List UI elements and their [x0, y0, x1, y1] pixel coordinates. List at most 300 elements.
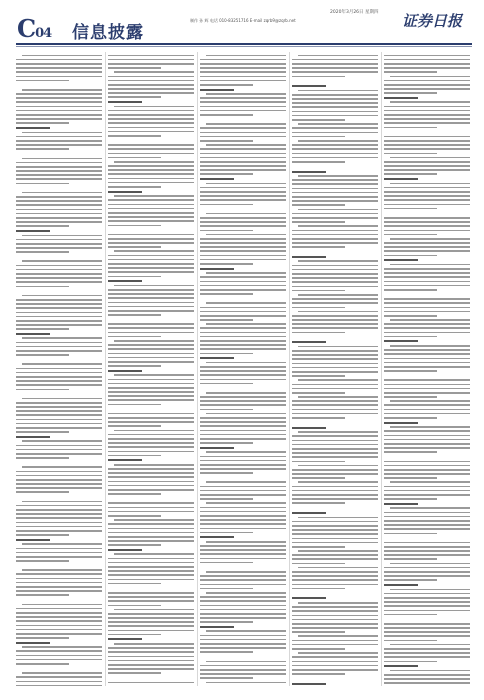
text-line: [384, 246, 470, 248]
text-line: [108, 579, 194, 581]
text-line: [108, 660, 194, 662]
text-line: [200, 127, 286, 129]
text-line: [16, 63, 102, 65]
text-line: [384, 136, 470, 138]
text-line: [16, 225, 69, 227]
text-line: [16, 106, 102, 108]
text-line: [200, 486, 286, 488]
text-line: [200, 370, 286, 372]
text-line: [16, 144, 102, 146]
text-line: [200, 327, 286, 329]
text-line: [22, 132, 102, 134]
text-line: [108, 173, 194, 175]
text-line: [200, 404, 286, 406]
text-line: [200, 553, 286, 555]
text-line: [108, 468, 194, 470]
text-line: [206, 592, 286, 594]
text-line: [292, 98, 378, 100]
text-line: [384, 225, 470, 227]
subsection-heading: [292, 171, 326, 173]
subsection-heading: [200, 268, 234, 270]
text-line: [22, 646, 102, 648]
text-line: [292, 298, 378, 300]
text-line: [108, 625, 194, 627]
text-line: [108, 379, 194, 381]
text-line: [108, 55, 194, 57]
text-line: [16, 67, 102, 69]
text-line: [298, 140, 378, 142]
text-line: [108, 651, 194, 653]
text-line: [292, 196, 378, 198]
text-line: [16, 475, 102, 477]
text-line: [292, 354, 378, 356]
text-line: [292, 111, 378, 113]
text-line: [384, 161, 470, 163]
paragraph-gap: [16, 665, 102, 670]
subsection-heading: [16, 436, 50, 438]
text-line: [200, 63, 286, 65]
text-line: [390, 563, 470, 565]
text-line: [298, 90, 378, 92]
text-line: [22, 235, 102, 237]
text-line: [108, 353, 194, 355]
text-line: [384, 67, 470, 69]
subsection-heading: [384, 340, 418, 342]
text-line: [16, 71, 102, 73]
text-line: [16, 281, 102, 283]
text-line: [108, 511, 194, 513]
text-line: [298, 567, 378, 569]
text-line: [108, 118, 194, 120]
text-line: [384, 362, 470, 364]
text-line: [108, 528, 194, 530]
text-line: [200, 191, 286, 193]
text-line: [292, 579, 378, 581]
text-line: [200, 157, 286, 159]
paragraph-gap: [384, 209, 470, 214]
text-line: [200, 281, 286, 283]
text-line: [292, 473, 378, 475]
text-line: [16, 505, 102, 507]
text-line: [108, 596, 194, 598]
paragraph-gap: [108, 316, 194, 321]
text-line: [16, 633, 102, 635]
text-line: [200, 255, 286, 257]
text-line: [16, 471, 102, 473]
text-line: [390, 76, 470, 78]
text-line: [292, 448, 378, 450]
text-line: [200, 246, 286, 248]
subsection-heading: [200, 626, 234, 628]
text-line: [16, 204, 102, 206]
text-line: [384, 656, 470, 658]
subsection-heading: [384, 503, 418, 505]
text-line: [384, 571, 470, 573]
text-line: [200, 101, 286, 103]
text-line: [292, 363, 378, 365]
text-line: [298, 465, 378, 467]
text-line: [200, 187, 286, 189]
text-line: [292, 265, 378, 267]
text-line: [108, 668, 194, 670]
text-line: [390, 589, 470, 591]
text-line: [384, 461, 470, 463]
text-line: [200, 507, 286, 509]
text-line: [384, 71, 437, 73]
text-line: [16, 419, 102, 421]
text-line: [108, 76, 194, 78]
text-line: [16, 265, 102, 267]
text-line: [200, 609, 286, 611]
text-line: [108, 532, 194, 534]
text-line: [16, 384, 102, 386]
text-line: [384, 494, 470, 496]
text-line: [292, 575, 378, 577]
text-line: [384, 242, 470, 244]
subsection-heading: [200, 357, 234, 359]
text-line: [292, 606, 378, 608]
text-line: [108, 417, 194, 419]
text-line: [200, 558, 286, 560]
text-line: [200, 617, 286, 619]
text-line: [292, 665, 378, 667]
paragraph-gap: [292, 675, 378, 680]
text-line: [200, 677, 253, 679]
text-line: [200, 136, 286, 138]
text-line: [384, 558, 437, 560]
text-line: [292, 213, 378, 215]
paragraph-gap: [200, 653, 286, 658]
text-line: [108, 507, 194, 509]
paragraph-gap: [384, 291, 470, 296]
paragraph-gap: [200, 384, 286, 389]
text-line: [108, 682, 194, 684]
text-line: [108, 306, 194, 308]
text-line: [200, 165, 286, 167]
text-line: [206, 682, 286, 684]
text-line: [292, 490, 378, 492]
text-line: [384, 106, 470, 108]
text-line: [292, 477, 345, 479]
text-line: [384, 498, 437, 500]
paragraph-gap: [200, 116, 286, 121]
text-line: [108, 515, 161, 517]
text-line: [200, 161, 286, 163]
column-divider: [289, 52, 290, 686]
text-line: [384, 605, 470, 607]
text-line: [108, 271, 194, 273]
text-line: [384, 601, 470, 603]
text-line: [108, 199, 194, 201]
subsection-heading: [200, 536, 234, 538]
text-line: [292, 452, 378, 454]
text-line: [108, 446, 194, 448]
text-line: [384, 285, 470, 287]
text-line: [292, 200, 378, 202]
text-line: [16, 479, 102, 481]
text-line: [108, 157, 161, 159]
paragraph-gap: [384, 615, 470, 620]
text-line: [384, 92, 437, 94]
text-line: [108, 391, 194, 393]
text-line: [108, 80, 194, 82]
text-line: [384, 550, 470, 552]
text-line: [114, 519, 194, 521]
text-line: [390, 264, 470, 266]
text-line: [292, 59, 378, 61]
text-line: [108, 387, 194, 389]
column-divider: [105, 52, 106, 686]
text-line: [292, 384, 378, 386]
text-line: [108, 148, 194, 150]
text-line: [292, 350, 378, 352]
text-line: [384, 173, 437, 175]
text-line: [108, 476, 194, 478]
subsection-heading: [108, 280, 142, 282]
subsection-heading: [384, 259, 418, 261]
text-line: [108, 88, 194, 90]
text-line: [108, 310, 194, 312]
text-line: [108, 131, 194, 133]
text-line: [384, 413, 470, 415]
text-line: [292, 234, 378, 236]
text-line: [292, 192, 378, 194]
text-line: [298, 294, 378, 296]
text-line: [206, 123, 286, 125]
text-line: [22, 363, 102, 365]
text-line: [16, 346, 102, 348]
text-line: [114, 340, 194, 342]
text-line: [108, 656, 194, 658]
text-line: [114, 250, 194, 252]
text-line: [298, 635, 378, 637]
text-line: [16, 196, 102, 198]
text-line: [108, 263, 194, 265]
text-line: [16, 342, 102, 344]
text-line: [16, 209, 102, 211]
text-line: [384, 465, 470, 467]
text-line: [22, 192, 102, 194]
paragraph-gap: [16, 287, 102, 292]
text-line: [384, 307, 470, 309]
text-line: [200, 276, 286, 278]
text-line: [16, 269, 102, 271]
column-4: [292, 52, 378, 686]
text-line: [200, 421, 286, 423]
subsection-heading: [16, 127, 50, 129]
text-line: [384, 272, 470, 274]
text-line: [108, 348, 194, 350]
subsection-heading: [108, 370, 142, 372]
text-line: [384, 63, 470, 65]
text-line: [292, 461, 345, 463]
text-line: [200, 106, 286, 108]
text-line: [206, 302, 286, 304]
text-line: [384, 379, 470, 381]
text-line: [22, 440, 102, 442]
text-line: [200, 456, 286, 458]
text-line: [108, 332, 194, 334]
text-line: [384, 315, 437, 317]
text-line: [292, 115, 378, 117]
text-line: [298, 431, 378, 433]
paragraph-gap: [108, 405, 194, 410]
text-line: [200, 575, 286, 577]
text-line: [384, 302, 470, 304]
text-line: [200, 374, 286, 376]
text-line: [16, 170, 102, 172]
text-line: [298, 481, 378, 483]
text-line: [200, 639, 286, 641]
text-line: [200, 67, 286, 69]
text-line: [200, 647, 286, 649]
text-line: [292, 584, 378, 586]
subsection-heading: [200, 447, 234, 449]
text-line: [200, 579, 286, 581]
text-line: [108, 327, 194, 329]
subsection-heading: [384, 97, 418, 99]
text-line: [200, 348, 286, 350]
text-line: [16, 590, 102, 592]
text-line: [200, 319, 253, 321]
text-line: [200, 464, 286, 466]
text-line: [108, 634, 161, 636]
text-line: [390, 507, 470, 509]
paragraph-gap: [16, 596, 102, 601]
text-line: [108, 399, 194, 401]
text-line: [384, 281, 470, 283]
text-line: [108, 63, 194, 65]
text-line: [384, 417, 437, 419]
text-line: [108, 234, 194, 236]
text-line: [292, 367, 378, 369]
text-line: [384, 486, 470, 488]
text-line: [16, 114, 102, 116]
text-line: [16, 239, 102, 241]
text-line: [292, 290, 345, 292]
text-line: [292, 413, 378, 415]
text-line: [108, 395, 194, 397]
text-line: [16, 625, 102, 627]
text-line: [384, 144, 470, 146]
text-line: [292, 640, 378, 642]
text-line: [384, 59, 470, 61]
text-line: [384, 55, 470, 57]
text-line: [292, 444, 378, 446]
page-number: 04: [35, 26, 52, 41]
text-line: [292, 571, 378, 573]
text-line: [108, 302, 194, 304]
text-line: [292, 106, 378, 108]
text-line: [200, 217, 286, 219]
text-line: [16, 582, 102, 584]
text-line: [200, 519, 286, 521]
text-line: [200, 97, 286, 99]
text-line: [200, 490, 286, 492]
text-line: [16, 655, 102, 657]
text-line: [292, 615, 378, 617]
text-line: [200, 221, 286, 223]
text-line: [206, 541, 286, 543]
text-line: [200, 409, 253, 411]
text-line: [292, 153, 378, 155]
text-line: [200, 673, 286, 675]
text-line: [200, 613, 286, 615]
text-line: [108, 182, 194, 184]
text-line: [390, 481, 470, 483]
text-line: [384, 674, 470, 676]
text-line: [292, 494, 378, 496]
text-line: [108, 566, 194, 568]
text-line: [200, 173, 253, 175]
text-line: [292, 644, 378, 646]
text-line: [390, 238, 470, 240]
paragraph-gap: [108, 674, 194, 679]
paragraph-gap: [292, 419, 378, 424]
text-line: [384, 169, 470, 171]
text-line: [200, 199, 286, 201]
text-line: [292, 144, 378, 146]
text-line: [114, 609, 194, 611]
text-line: [200, 523, 286, 525]
text-line: [298, 550, 378, 552]
text-line: [200, 195, 286, 197]
paragraph-gap: [16, 356, 102, 361]
text-line: [16, 93, 102, 95]
text-line: [16, 681, 102, 683]
text-line: [292, 183, 378, 185]
text-line: [384, 554, 470, 556]
paragraph-gap: [16, 390, 102, 395]
text-line: [200, 366, 286, 368]
text-line: [114, 464, 194, 466]
text-line: [22, 295, 102, 297]
text-line: [292, 269, 378, 271]
text-line: [390, 157, 470, 159]
text-line: [16, 217, 102, 219]
text-line: [16, 140, 102, 142]
text-line: [390, 426, 470, 428]
text-line: [16, 410, 102, 412]
text-line: [16, 324, 102, 326]
text-line: [108, 421, 194, 423]
text-line: [108, 84, 194, 86]
text-line: [200, 425, 286, 427]
text-line: [16, 616, 102, 618]
text-line: [292, 440, 378, 442]
text-line: [200, 315, 286, 317]
text-line: [16, 380, 102, 382]
text-line: [108, 220, 194, 222]
subsection-heading: [108, 191, 142, 193]
text-line: [292, 388, 378, 390]
text-line: [108, 110, 194, 112]
text-line: [384, 631, 470, 633]
text-line: [200, 169, 286, 171]
text-line: [384, 524, 470, 526]
text-line: [298, 175, 378, 177]
text-line: [384, 392, 470, 394]
text-line: [292, 315, 378, 317]
text-line: [16, 629, 102, 631]
article-columns: [16, 52, 472, 686]
paragraph-gap: [384, 534, 470, 539]
text-line: [200, 153, 286, 155]
text-line: [108, 238, 194, 240]
text-line: [114, 161, 194, 163]
text-line: [292, 63, 378, 65]
text-line: [200, 545, 286, 547]
